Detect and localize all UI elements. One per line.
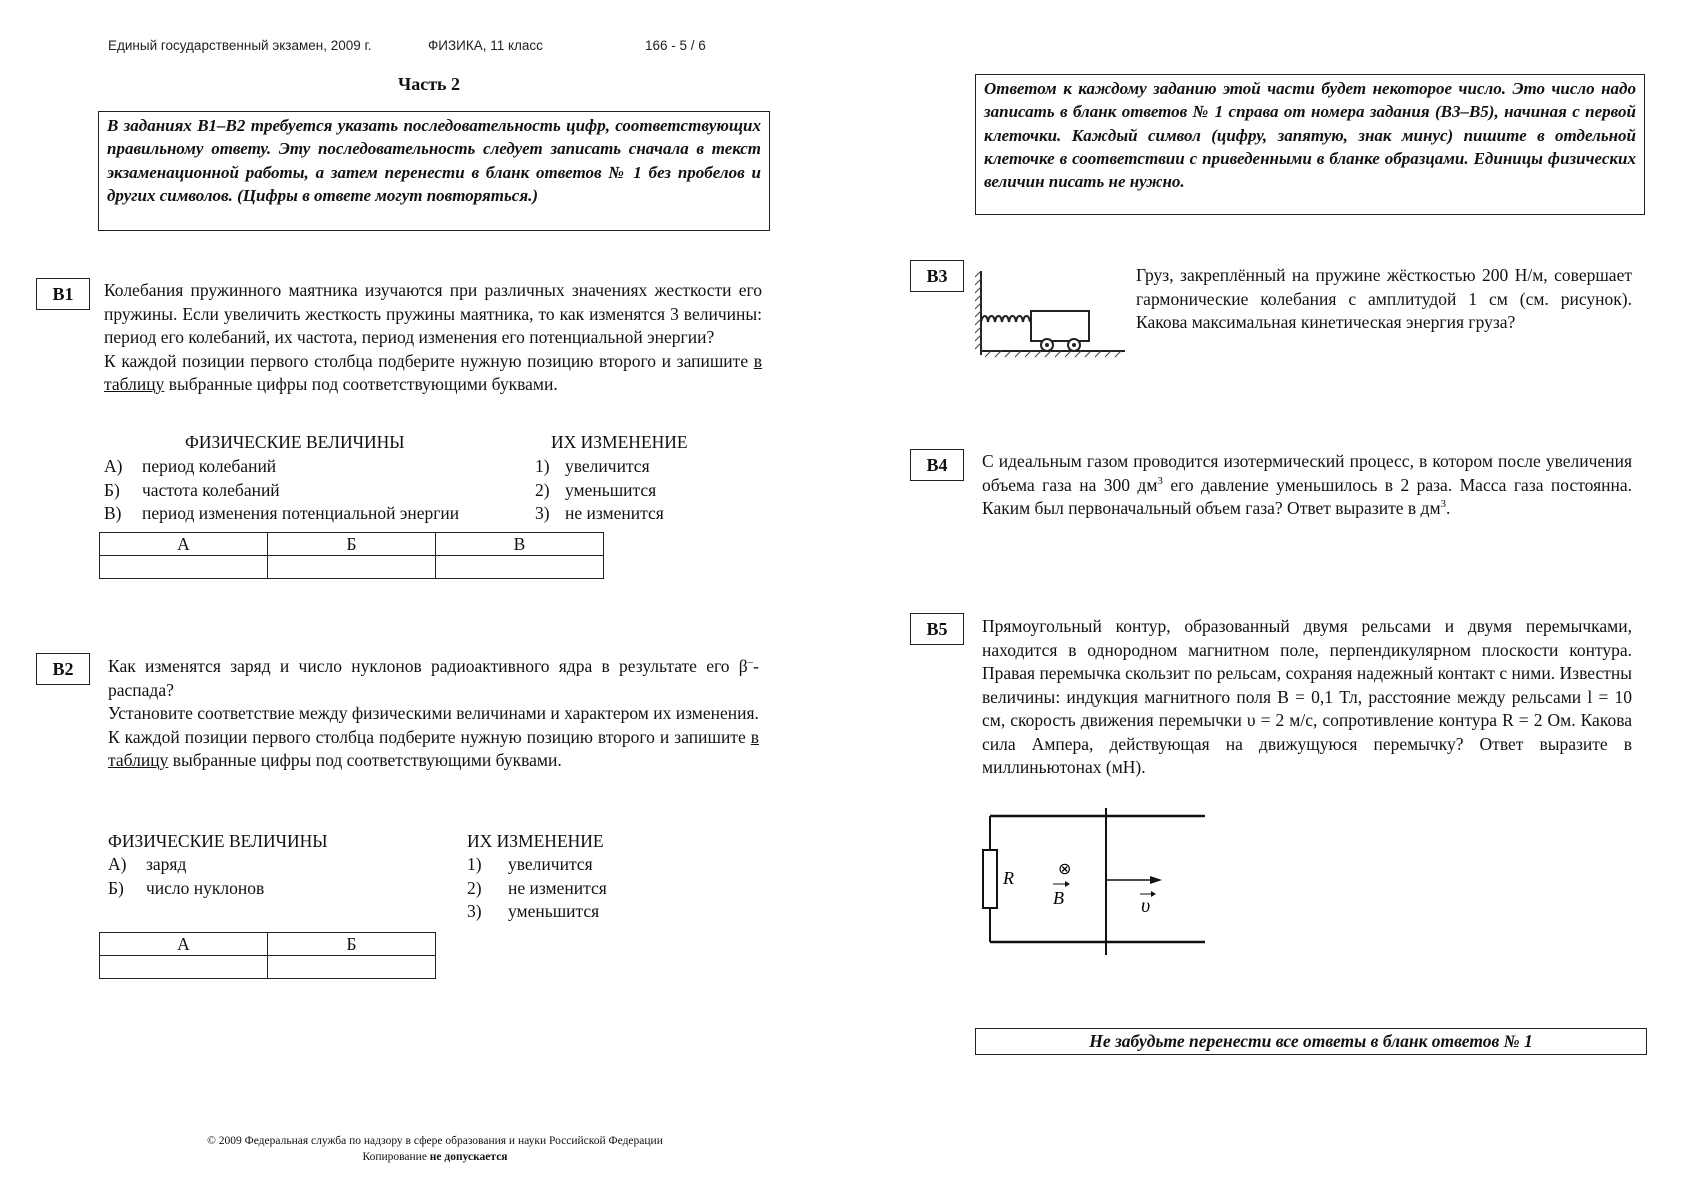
b2-quantity-b: Б) число нуклонов — [108, 877, 265, 898]
b2-text1: Как изменятся заряд и число нуклонов радиоактивного ядра в результате его β–-распада? — [108, 656, 759, 700]
instruction-right: Ответом к каждому заданию этой части будет некоторое число. Это число надо записать в бланк ответов № 1 справа от номера задания (В3–В5), начиная с первой клеточки. Каждый символ (цифру, запятую, знак минус) пишите в отдельной клеточке в соответствии с приведенными в бланке образцами. Единицы физических величин писать не нужно. — [975, 74, 1645, 215]
b1-change-2: 2) уменьшится — [535, 479, 657, 500]
b1-text2b: выбранные цифры под соответствующими буквами. — [164, 374, 558, 394]
b2-quantities — [108, 853, 264, 900]
header-subject: ФИЗИКА, 11 класс — [428, 38, 543, 53]
field-into-page-icon: ⊗ — [1058, 859, 1072, 878]
question-label-b5: B5 — [910, 613, 964, 645]
b1-col2-header: ИХ ИЗМЕНЕНИЕ — [551, 432, 688, 452]
b2-text2: Установите соответствие между физическими величинами и характером их изменения. — [108, 703, 759, 723]
b4-text: С идеальным газом проводится изотермический процесс, в котором после увеличения объема газа на 300 $дм^3$ его давление уменьшилось в 2 раза. Масса газа постоянна. Каким был первоначальный объем газа? Ответ выразите в $дм^3$. — [982, 451, 1632, 518]
b2-table-header-b: Б — [268, 933, 436, 956]
spring-cart-figure — [975, 265, 1130, 360]
b1-text1: Колебания пружинного маятника изучаются при различных значениях жесткости его пружины. Если увеличить жесткость пружины маятника, то как изменятся 3 величины: период его колебаний, их частота, период изменения его потенциальной энергии? — [104, 280, 762, 347]
b1-change-3: 3) не изменится — [535, 503, 664, 523]
b1-quantity-b: Б) частота колебаний — [104, 479, 280, 500]
b1-quantity-a: А) период колебаний — [104, 456, 277, 476]
question-label-b1: B1 — [36, 278, 90, 310]
header-page: 166 - 5 / 6 — [645, 38, 706, 53]
footer-copy-note: Копирование не допускается — [362, 1151, 508, 1163]
b2-change-3: 3) уменьшится — [467, 901, 600, 921]
b1-answer-cell-c[interactable] — [436, 556, 604, 579]
b1-table-ref: в таблицу — [104, 350, 762, 394]
b2-col1-header: ФИЗИЧЕСКИЕ ВЕЛИЧИНЫ — [108, 831, 328, 851]
b2-change-1: 1) увеличится — [467, 854, 593, 874]
b3-text: Груз, закреплённый на пружине жёсткостью 200 Н/м, совершает гармонические колебания с амплитудой 1 см (см. рисунок). Какова максимальная кинетическая энергия груза? — [1136, 265, 1632, 332]
reminder-box: Не забудьте перенести все ответы в бланк ответов № 1 — [975, 1028, 1647, 1055]
b1-answer-cell-b[interactable] — [268, 556, 436, 579]
field-b-label: B — [1053, 888, 1064, 908]
b1-changes — [535, 455, 664, 526]
part-title: Часть 2 — [398, 74, 461, 94]
b1-table-header-a: А — [100, 533, 268, 556]
b2-changes — [467, 853, 607, 924]
b1-text2 — [104, 350, 762, 397]
b1-answer-cell-a[interactable] — [100, 556, 268, 579]
resistor-label: R — [1003, 868, 1014, 888]
question-label-b4: B4 — [910, 449, 964, 481]
circuit-figure — [975, 808, 1210, 958]
b1-quantity-c: В) период изменения потенциальной энергии — [104, 503, 460, 523]
header-exam: Единый государственный экзамен, 2009 г. — [108, 38, 372, 53]
footer-copyright: © 2009 Федеральная служба по надзору в сфере образования и науки Российской Федерации — [207, 1135, 663, 1147]
b2-quantity-a: А) заряд — [108, 854, 187, 874]
b2-change-2: 2) не изменится — [467, 877, 607, 898]
b1-table-header-c: В — [436, 533, 604, 556]
question-label-b2: B2 — [36, 653, 90, 685]
b2-answer-table — [99, 932, 436, 979]
b2-answer-cell-b[interactable] — [268, 956, 436, 979]
b1-answer-table — [99, 532, 604, 579]
question-label-b3: B3 — [910, 260, 964, 292]
b1-quantities — [104, 455, 459, 526]
b5-text: Прямоугольный контур, образованный двумя рельсами и двумя перемычками, находится в однородном магнитном поле, перпендикулярном плоскости контура. Правая перемычка скользит по рельсам, сохраняя надежный контакт с ними. Известны величины: индукция магнитного поля B = 0,1 Тл, расстояние между рельсами l = 10 см, скорость движения перемычки υ = 2 м/с, сопротивление контура R = 2 Ом. Какова сила Ампера, действующая на движущуюся перемычку? Ответ выразите в миллиньютонах (мН). — [982, 616, 1632, 777]
b1-text — [104, 279, 762, 397]
footer — [150, 1133, 720, 1165]
b2-text — [108, 655, 759, 773]
b1-change-1: 1) увеличится — [535, 456, 650, 476]
velocity-label: υ — [1141, 895, 1151, 917]
b2-answer-cell-a[interactable] — [100, 956, 268, 979]
b1-col1-header: ФИЗИЧЕСКИЕ ВЕЛИЧИНЫ — [185, 432, 405, 452]
b2-table-ref: в таблицу — [108, 726, 759, 770]
b2-table-header-a: А — [100, 933, 268, 956]
b2-text3: К каждой позиции первого столбца подберите нужную позицию второго и запишите в таблицу выбранные цифры под соответствующими буквами. — [108, 726, 759, 770]
b2-col2-header: ИХ ИЗМЕНЕНИЕ — [467, 831, 604, 851]
b1-table-header-b: Б — [268, 533, 436, 556]
instruction-left: В заданиях В1–В2 требуется указать последовательность цифр, соответствующих правильному ответу. Эту последовательность следует записать сначала в текст экзаменационной работы, а затем перенести в бланк ответов № 1 без пробелов и других символов. (Цифры в ответе могут повторяться.) — [98, 111, 770, 231]
b1-text2a: К каждой позиции первого столбца подберите нужную позицию второго и запишите — [104, 350, 754, 371]
